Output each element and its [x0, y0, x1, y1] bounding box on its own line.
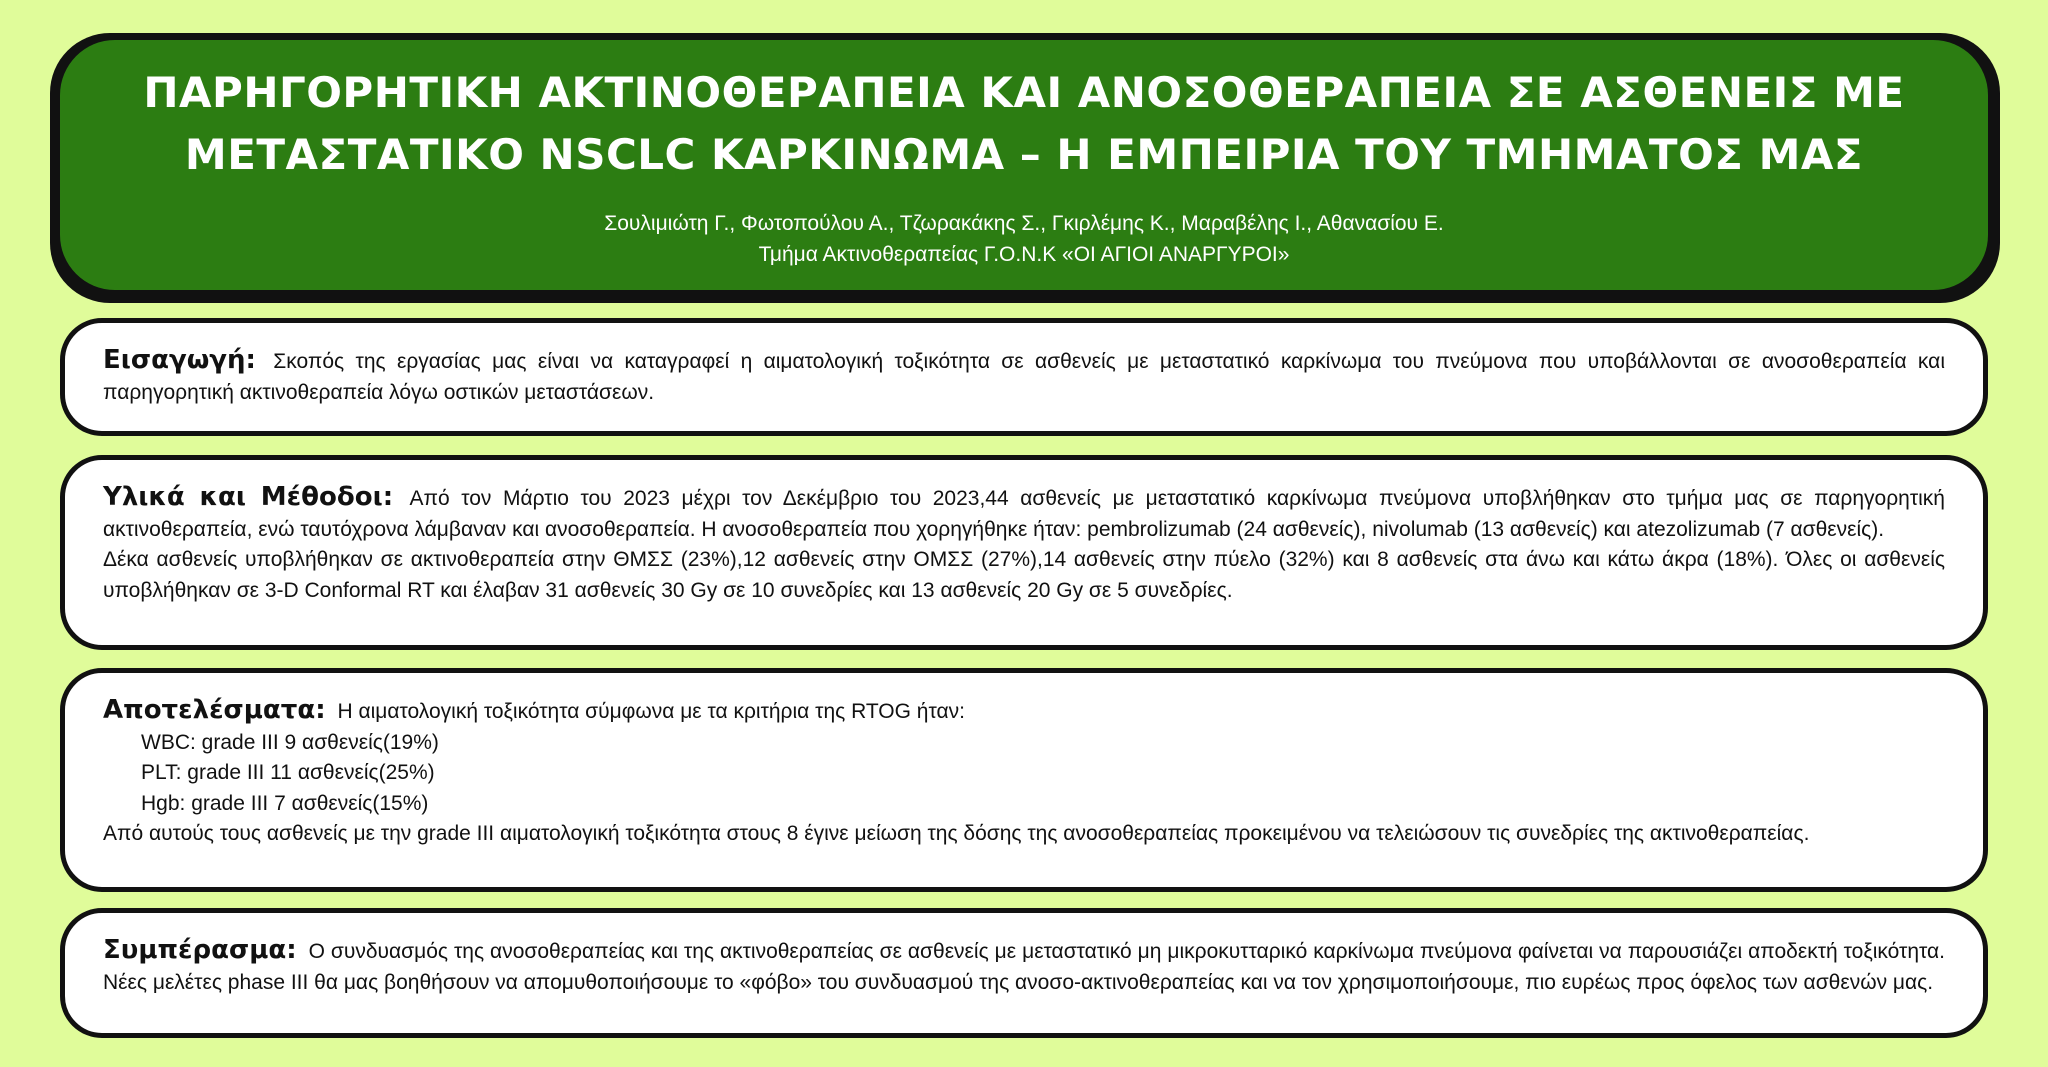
results-heading: Αποτελέσματα:	[103, 695, 326, 725]
authors-list: Σουλιμιώτη Γ., Φωτοπούλου Α., Τζωρακάκης Σ., Γκιρλέμης Κ., Μαραβέλης Ι., Αθανασίου Ε.	[604, 212, 1444, 235]
conclusion-text: Ο συνδυασμός της ανοσοθεραπείας και της ακτινοθεραπείας σε ασθενείς με μεταστατικό μη μικροκυτταρικό καρκίνωμα πνεύμονα φαίνεται να παρουσιάζει αποδεκτή τοξικότητα. Νέες μελέτες phase III θα μας βοηθήσουν να απομυθοποιήσουμε το «φόβο» του συνδυασμού της ανοσο-ακτινοθεραπείας και να τον χρησιμοποιήσουμε, πιο ευρέως προς όφελος των ασθενών μας.	[103, 940, 1945, 994]
affiliation: Τμήμα Ακτινοθεραπείας Γ.Ο.Ν.Κ «ΟΙ ΑΓΙΟΙ ΑΝΑΡΓΥΡΟΙ»	[758, 243, 1290, 266]
methods-section	[60, 455, 1988, 650]
conclusion-paragraph	[103, 935, 1945, 998]
results-item-hgb: Hgb: grade III 7 ασθενείς(15%)	[141, 791, 429, 815]
conclusion-section	[60, 908, 1988, 1038]
results-section	[60, 668, 1988, 892]
methods-text-1: Από τον Μάρτιο του 2023 μέχρι τον Δεκέμβριο του 2023,44 ασθενείς με μεταστατικό καρκίνωμα πνεύμονα υποβλήθηκαν στο τμήμα μας σε παρηγορητική ακτινοθεραπεία, ενώ ταυτόχρονα λάμβαναν και ανοσοθεραπεία. Η ανοσοθεραπεία που χορηγήθηκε ήταν: pembrolizumab (24 ασθενείς), nivolumab (13 ασθενείς) και atezolizumab (7 ασθενείς).	[103, 487, 1945, 541]
results-intro-text: Η αιματολογική τοξικότητα σύμφωνα με τα κριτήρια της RTOG ήταν:	[337, 700, 965, 723]
poster-title-line-1: ΠΑΡΗΓΟΡΗΤΙΚΗ ΑΚΤΙΝΟΘΕΡΑΠΕΙΑ ΚΑΙ ΑΝΟΣΟΘΕΡΑΠΕΙΑ ΣΕ ΑΣΘΕΝΕΙΣ ΜΕ	[143, 68, 1905, 117]
introduction-text: Σκοπός της εργασίας μας είναι να καταγραφεί η αιματολογική τοξικότητα σε ασθενείς με μεταστατικό καρκίνωμα του πνεύμονα που υποβάλλονται σε ανοσοθεραπεία και παρηγορητική ακτινοθεραπεία λόγω οστικών μεταστάσεων.	[103, 350, 1945, 404]
authors-block	[60, 208, 1988, 270]
results-item-wbc: WBC: grade III 9 ασθενείς(19%)	[141, 730, 439, 754]
results-item-plt: PLT: grade III 11 ασθενείς(25%)	[141, 761, 435, 784]
results-closing-paragraph: Από αυτούς τους ασθενείς με την grade III αιματολογική τοξικότητα στους 8 έγινε μείωση της δόσης της ανοσοθεραπείας προκειμένου να τελειώσουν τις συνεδρίες της ακτινοθεραπείας.	[103, 822, 1810, 845]
poster-title-line-2: ΜΕΤΑΣΤΑΤΙΚΟ NSCLC ΚΑΡΚΙΝΩΜΑ – Η ΕΜΠΕΙΡΙΑ ΤΟΥ ΤΜΗΜΑΤΟΣ ΜΑΣ	[184, 130, 1864, 179]
conclusion-heading: Συμπέρασμα:	[103, 935, 297, 965]
results-intro-paragraph	[103, 695, 1945, 728]
methods-paragraph-1	[103, 482, 1945, 545]
introduction-paragraph	[103, 345, 1945, 408]
introduction-heading: Εισαγωγή:	[103, 345, 256, 375]
poster-title	[60, 54, 1988, 186]
poster-header	[60, 40, 1988, 290]
introduction-section	[60, 318, 1988, 436]
methods-heading: Υλικά και Μέθοδοι:	[103, 482, 394, 512]
methods-paragraph-2: Δέκα ασθενείς υποβλήθηκαν σε ακτινοθεραπεία στην ΘΜΣΣ (23%),12 ασθενείς στην ΟΜΣΣ (27%),14 ασθενείς στην πύελο (32%) και 8 ασθενείς στα άνω και κάτω άκρα (18%). Όλες οι ασθενείς υποβλήθηκαν σε 3-D Conformal RT και έλαβαν 31 ασθενείς 30 Gy σε 10 συνεδρίες και 13 ασθενείς 20 Gy σε 5 συνεδρίες.	[103, 548, 1945, 602]
